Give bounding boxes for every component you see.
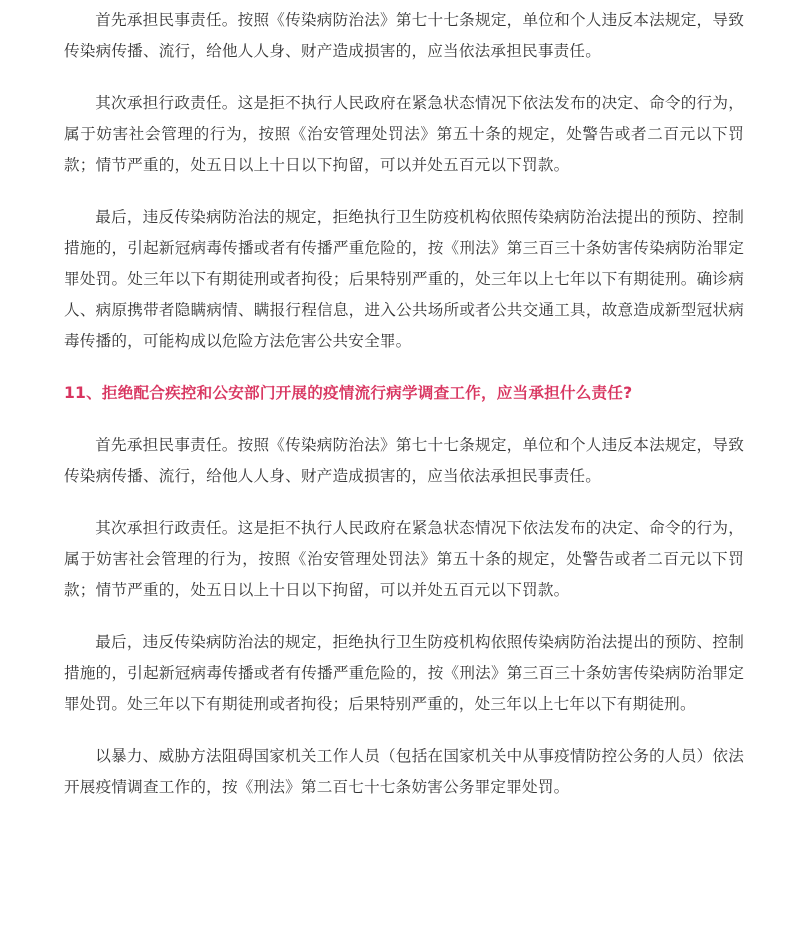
paragraph-gap — [64, 606, 744, 627]
paragraph-obstruction-of-duty: 以暴力、威胁方法阻碍国家机关工作人员（包括在国家机关中从事疫情防控公务的人员）依法开展疫情调查工作的，按《刑法》第二百七十七条妨害公务罪定罪处罚。 — [64, 747, 744, 796]
section-heading-11: 11、拒绝配合疾控和公安部门开展的疫情流行病学调查工作，应当承担什么责任? — [64, 384, 633, 402]
paragraph-gap — [64, 357, 744, 378]
paragraph-criminal-liability-2: 最后，违反传染病防治法的规定，拒绝执行卫生防疫机构依照传染病防治法提出的预防、控制措施的，引起新冠病毒传播或者有传播严重危险的，按《刑法》第三百三十条妨害传染病防治罪定罪处罚。处三年以下有期徒刑或者拘役；后果特别严重的，处三年以上七年以下有期徒刑。 — [64, 633, 744, 713]
paragraph-gap — [64, 492, 744, 513]
paragraph-civil-liability-2: 首先承担民事责任。按照《传染病防治法》第七十七条规定，单位和个人违反本法规定，导致传染病传播、流行，给他人人身、财产造成损害的，应当依法承担民事责任。 — [64, 436, 744, 485]
paragraph-administrative-liability-2: 其次承担行政责任。这是拒不执行人民政府在紧急状态情况下依法发布的决定、命令的行为，属于妨害社会管理的行为，按照《治安管理处罚法》第五十条的规定，处警告或者二百元以下罚款；情节严重的，处五日以上十日以下拘留，可以并处五百元以下罚款。 — [64, 519, 744, 599]
paragraph-gap — [64, 67, 744, 88]
paragraph-criminal-liability-1: 最后，违反传染病防治法的规定，拒绝执行卫生防疫机构依照传染病防治法提出的预防、控制措施的，引起新冠病毒传播或者有传播严重危险的，按《刑法》第三百三十条妨害传染病防治罪定罪处罚。处三年以下有期徒刑或者拘役；后果特别严重的，处三年以上七年以下有期徒刑。确诊病人、病原携带者隐瞒病情、瞒报行程信息，进入公共场所或者公共交通工具，故意造成新型冠状病毒传播的，可能构成以危险方法危害公共安全罪。 — [64, 208, 744, 350]
article-body — [64, 5, 744, 803]
paragraph-gap — [64, 181, 744, 202]
paragraph-civil-liability-1: 首先承担民事责任。按照《传染病防治法》第七十七条规定，单位和个人违反本法规定，导致传染病传播、流行，给他人人身、财产造成损害的，应当依法承担民事责任。 — [64, 11, 744, 60]
paragraph-gap — [64, 720, 744, 741]
paragraph-administrative-liability-1: 其次承担行政责任。这是拒不执行人民政府在紧急状态情况下依法发布的决定、命令的行为，属于妨害社会管理的行为，按照《治安管理处罚法》第五十条的规定，处警告或者二百元以下罚款；情节严重的，处五日以上十日以下拘留，可以并处五百元以下罚款。 — [64, 94, 744, 174]
paragraph-gap — [64, 409, 744, 430]
